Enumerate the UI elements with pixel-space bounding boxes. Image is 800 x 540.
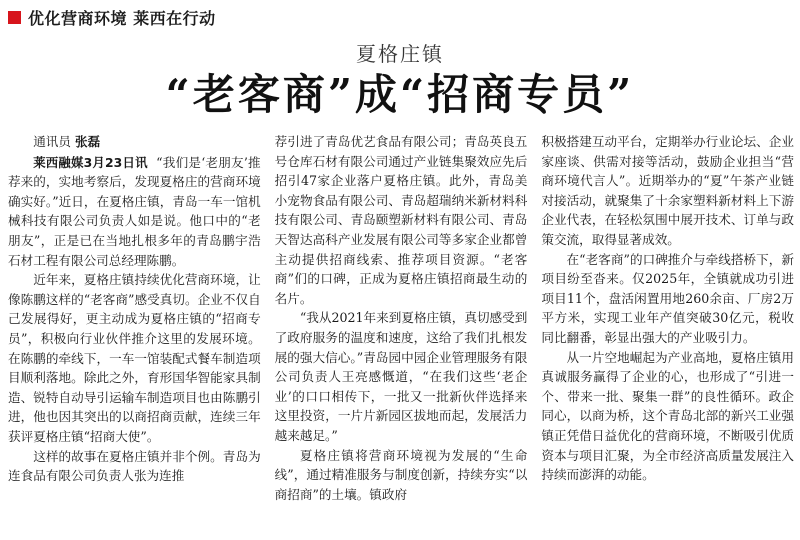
paragraph: 荐引进了青岛优艺食品有限公司；青岛英良五号仓库石材有限公司通过产业链集聚效应先后招引47家企业落户夏格庄镇。此外，青岛美小宠物食品有限公司、青岛超瑞纳米新材料科技有限公司、青岛颐塑新材料有限公司、青岛天智达高科产业发展有限公司等多家企业都曾主动提供招商线索、推荐项目资源。“老客商”们的口碑，正成为夏格庄镇招商最生动的名片。 [274, 134, 528, 306]
paragraph: 近年来，夏格庄镇持续优化营商环境，让像陈鹏这样的“老客商”感受真切。企业不仅自己发展得好，更主动成为夏格庄镇的“招商专员”，积极向行业伙伴推介这里的发展环境。在陈鹏的牵线下，一车一馆装配式餐车制造项目顺利落地。除此之外，育形国华智能家具制造、锐特自动导引运输车制造项目也由陈鹏引进，他也因其突出的以商招商贡献，连续三年获评夏格庄镇“招商大使”。 [8, 272, 261, 444]
paragraph-text: “我们是‘老朋友’推荐来的，实地考察后，发现夏格庄的营商环境确实好。”近日，在夏格庄镇，青岛一车一馆机械科技有限公司负责人如是说。他口中的“老朋友”，正是已在当地扎根多年的青岛鹏宇浩石材工程有限公司总经理陈鹏。 [8, 154, 261, 268]
article-column-2 [275, 132, 528, 536]
article-body [8, 132, 794, 536]
byline-name: 张磊 [74, 134, 101, 149]
section-header [8, 6, 216, 28]
red-square-icon [8, 11, 21, 24]
byline [33, 132, 260, 152]
article-column-1 [8, 132, 261, 536]
article-column-3 [541, 132, 794, 536]
paragraph: 积极搭建互动平台，定期举办行业论坛、企业家座谈、供需对接等活动，鼓励企业担当“营商环境代言人”。近期举办的“夏”午茶产业链对接活动，就聚集了十余家塑料新材料上下游企业代表，在轻松氛围中展开技术、订单与政策交流，取得显著成效。 [541, 134, 795, 247]
paragraph: 夏格庄镇将营商环境视为发展的“生命线”，通过精准服务与制度创新，持续夯实“以商招商”的土壤。镇政府 [274, 447, 528, 502]
paragraph [8, 153, 261, 271]
paragraph: “我从2021年来到夏格庄镇，真切感受到了政府服务的温度和速度，这给了我们扎根发展的强大信心。”青岛园中园企业管理服务有限公司负责人王亮感慨道，“在我们这些‘老企业’的口口相传下，一批又一批新伙伴选择来这里投资，一片片新园区拔地而起，发展活力越来越足。” [274, 310, 528, 443]
paragraph: 在“老客商”的口碑推介与牵线搭桥下，新项目纷至沓来。仅2025年，全镇就成功引进项目11个，盘活闲置用地260余亩、厂房2万平方米，实现工业年产值突破30亿元，税收同比翻番，彰显出强大的产业吸引力。 [541, 251, 795, 345]
article-subhead: 夏格庄镇 [356, 42, 444, 66]
section-title: 优化营商环境 莱西在行动 [28, 8, 216, 28]
dateline: 莱西融媒3月23日讯 [33, 154, 148, 170]
paragraph: 这样的故事在夏格庄镇并非个例。青岛为连食品有限公司负责人张为连推 [8, 448, 261, 484]
article-headline: “老客商”成“招商专员” [165, 70, 635, 119]
byline-role: 通讯员 [33, 134, 71, 149]
paragraph: 从一片空地崛起为产业高地，夏格庄镇用真诚服务赢得了企业的心，也形成了“引进一个、带来一批、聚集一群”的良性循环。政企同心，以商为桥，这个青岛北部的新兴工业强镇正凭借日益优化的营商环境，不断吸引优质资本与项目汇聚，为全市经济高质量发展注入持续而澎湃的动能。 [541, 349, 795, 483]
